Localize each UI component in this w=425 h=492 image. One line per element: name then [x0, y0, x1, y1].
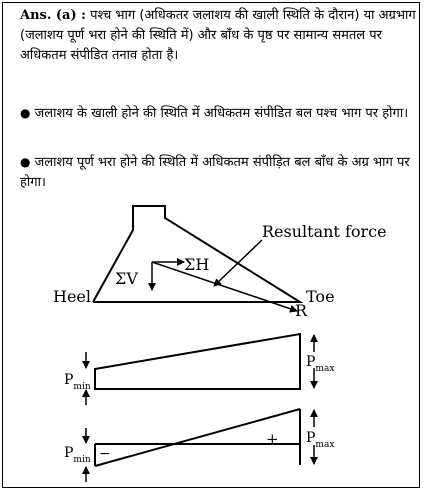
sum-h-label: ΣH [184, 255, 210, 274]
pmax-label-2: $P_{max}$ [306, 430, 335, 450]
r-label: R [295, 301, 308, 320]
minus-sign: − [99, 446, 111, 462]
resultant-pointer-arrow [214, 240, 262, 286]
pmin-label-2: $P_{min}$ [64, 445, 91, 465]
answer-prefix: Ans. (a) : [20, 8, 86, 23]
heel-label: Heel [53, 287, 92, 306]
pmin-label-1: $P_{min}$ [64, 372, 91, 392]
pmax-label-1: $P_{max}$ [306, 354, 335, 374]
plus-sign: + [266, 430, 279, 448]
answer-intro: पश्च भाग (अधिकतर जलाशय की खाली स्थिति के दौरान) या अग्रभाग (जलाशय पूर्ण भरा होने की स्थिति में) और बाँध के पृष्ठ पर सामान्य समतल पर अधिकतम संपीडित तनाव होता है। [20, 8, 416, 63]
bullet-2-text: जलाशय पूर्ण भरा होने की स्थिति में अधिकतम संपीड़ित बल बाँध के अग्र भाग पर होगा। [20, 155, 410, 190]
sum-v-label: ΣV [115, 269, 138, 288]
toe-label: Toe [306, 287, 335, 306]
stress-diagram-empty [95, 334, 300, 389]
resultant-label: Resultant force [262, 222, 387, 241]
bullet-1-text: जलाशय के खाली होने की स्थिति में अधिकतम संपीडित बल पश्च भाग पर होगा। [34, 106, 409, 121]
bullet-dot-icon: ● [20, 155, 31, 169]
bullet-dot-icon: ● [20, 106, 31, 120]
